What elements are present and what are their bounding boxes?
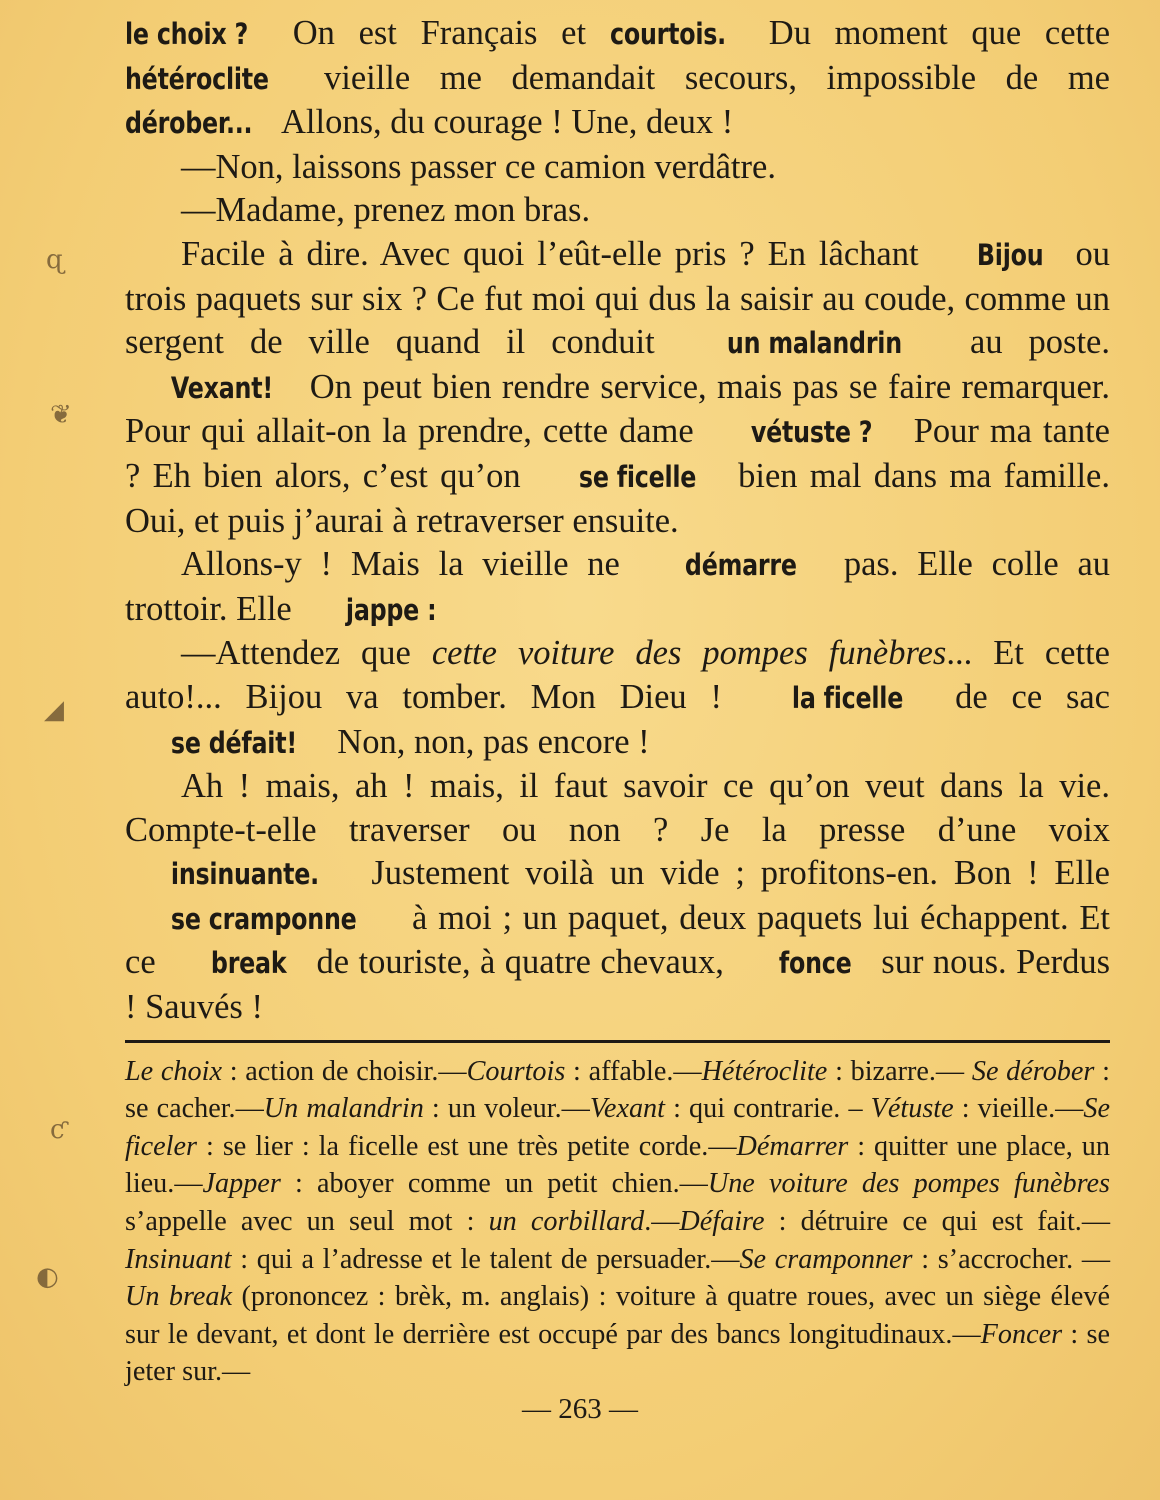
bold-term: se cramponne xyxy=(170,901,357,936)
bold-term: la ficelle xyxy=(791,680,903,715)
text: Pour ma tante ? Eh bien alors, c’est qu’on xyxy=(125,412,1110,495)
note-text: : se cacher.— xyxy=(125,1055,1110,1125)
note-term: Se ficeler xyxy=(125,1093,1110,1162)
note-term: Le choix xyxy=(125,1055,222,1087)
note-text: (prononcez : brèk, m. anglais) : voiture à quatre roues, avec un siège élevé sur le devant, et dont le derrière est occupé par des bancs longitudinaux.— xyxy=(125,1281,1110,1350)
note-text: : affable.— xyxy=(565,1055,702,1087)
margin-mark-icon: ƈ xyxy=(50,1115,65,1145)
bold-term: un malandrin xyxy=(726,326,902,361)
text: Non, non, pas encore ! xyxy=(328,722,650,761)
note-term: Une voiture des pompes funèbres xyxy=(707,1168,1110,1200)
note-term: Foncer xyxy=(980,1318,1063,1350)
margin-mark-icon: ◐ xyxy=(36,1262,59,1292)
page-number: — 263 — xyxy=(522,1393,638,1425)
text: vieille me demandait secours, impossible de me xyxy=(294,58,1110,97)
text: Facile à dire. Avec quoi l’eût-elle pris ? En lâchant xyxy=(181,234,932,273)
text: pas. Elle colle au trottoir. Elle xyxy=(125,545,1111,628)
text: Du moment que cette xyxy=(745,14,1111,52)
text: bien mal dans ma famille. Oui, et puis j’aurai à retraverser ensuite. xyxy=(125,456,1110,540)
paragraph-6 xyxy=(125,632,1110,765)
note-term: un corbillard xyxy=(488,1206,645,1238)
paragraph-7 xyxy=(125,765,1110,1030)
note-text: : se jeter sur.— xyxy=(125,1318,1110,1388)
paragraph-4 xyxy=(125,233,1110,543)
text: à moi ; un paquet, deux paquets lui échappent. Et ce xyxy=(125,898,1110,982)
note-term: Se dérober xyxy=(971,1055,1095,1087)
text: —Attendez que xyxy=(181,634,432,673)
bold-term: hétéroclite xyxy=(125,61,269,96)
margin-mark-icon: ❦ xyxy=(50,400,72,430)
text: On peut bien rendre service, mais pas se faire remarquer. Pour qui allait-on la prendre, cette dame xyxy=(125,367,1110,451)
text: ou trois paquets sur six ? Ce fut moi qui dus la saisir au coude, comme un sergent de ville quand il conduit xyxy=(125,234,1110,362)
bold-term: jappe : xyxy=(346,592,437,627)
text: Justement voilà un vide ; profitons-en. Bon ! Elle xyxy=(355,854,1110,893)
note-term: Hétéroclite xyxy=(701,1055,828,1087)
bold-term: Bijou xyxy=(977,237,1044,272)
text: de ce sac xyxy=(931,677,1110,716)
bold-term: insinuante. xyxy=(170,857,319,892)
note-text: : aboyer comme un petit chien.— xyxy=(280,1168,708,1200)
note-term: Insinuant xyxy=(125,1243,232,1275)
footnotes xyxy=(125,1053,1110,1391)
note-term: Courtois xyxy=(466,1055,566,1087)
note-term: Un break xyxy=(125,1281,233,1313)
note-term: Défaire xyxy=(679,1206,765,1238)
bold-term: démarre xyxy=(684,548,797,583)
divider xyxy=(125,1040,1110,1043)
bold-term: courtois. xyxy=(609,17,726,51)
note-text: : qui contrarie. – xyxy=(664,1093,871,1125)
text: Allons-y ! Mais la vieille ne xyxy=(181,545,639,584)
note-text: .— xyxy=(644,1206,680,1238)
note-text: s’appelle avec un seul mot : xyxy=(125,1206,489,1238)
note-term: Vexant xyxy=(589,1093,665,1125)
text: ... Et cette auto!... Bijou va tomber. Mon Dieu ! xyxy=(125,634,1110,716)
paragraph-1 xyxy=(125,12,1110,146)
note-text: : s’accrocher. — xyxy=(912,1243,1111,1275)
note-term: Se cramponner xyxy=(739,1243,913,1275)
text: au poste. xyxy=(944,323,1110,362)
note-text: : un voleur.— xyxy=(423,1093,590,1125)
text: On est Français et xyxy=(269,14,610,52)
bold-term: Vexant! xyxy=(170,370,273,405)
bold-term: se défait! xyxy=(170,725,297,760)
margin-mark-icon: ◢ xyxy=(44,695,64,725)
note-term: Démarrer xyxy=(736,1130,849,1162)
italic-text: cette voiture des pompes funèbres xyxy=(431,634,947,673)
note-text: : bizarre.— xyxy=(827,1055,972,1087)
bold-term: se ficelle xyxy=(578,459,697,494)
note-text: : quitter une place, un lieu.— xyxy=(125,1130,1110,1200)
paragraph-3: —Madame, prenez mon bras. xyxy=(181,191,591,230)
bold-term: break xyxy=(210,946,287,981)
page-content xyxy=(125,12,1110,1391)
text: Ah ! mais, ah ! mais, il faut savoir ce qu’on veut dans la vie. Compte-t-elle traverser ou non ? Je la presse d’une voix xyxy=(125,767,1110,849)
note-text: : vieille.— xyxy=(953,1093,1084,1125)
note-text: : action de choisir.— xyxy=(221,1055,467,1087)
margin-mark-icon: ɋ xyxy=(46,245,63,275)
main-text xyxy=(125,12,1110,1030)
bold-term: vétuste ? xyxy=(750,415,872,450)
note-term: Un malandrin xyxy=(263,1093,424,1125)
note-term: Japper xyxy=(202,1168,281,1200)
text: de touriste, à quatre chevaux, xyxy=(307,943,734,982)
note-text: : se lier : la ficelle est une très petite corde.— xyxy=(197,1130,737,1162)
note-text: : détruire ce qui est fait.— xyxy=(764,1206,1111,1238)
note-text: : qui a l’adresse et le talent de persuader.— xyxy=(231,1243,740,1275)
bold-term: le choix ? xyxy=(125,17,249,51)
bold-term: fonce xyxy=(779,946,852,981)
text: sur nous. Perdus ! Sauvés ! xyxy=(125,943,1110,1027)
bold-term: dérober... xyxy=(125,106,253,141)
text: Allons, du courage ! Une, deux ! xyxy=(274,103,734,142)
paragraph-5 xyxy=(125,543,1110,632)
paragraph-2: —Non, laissons passer ce camion verdâtre. xyxy=(181,147,776,186)
note-term: Vétuste xyxy=(870,1093,954,1125)
